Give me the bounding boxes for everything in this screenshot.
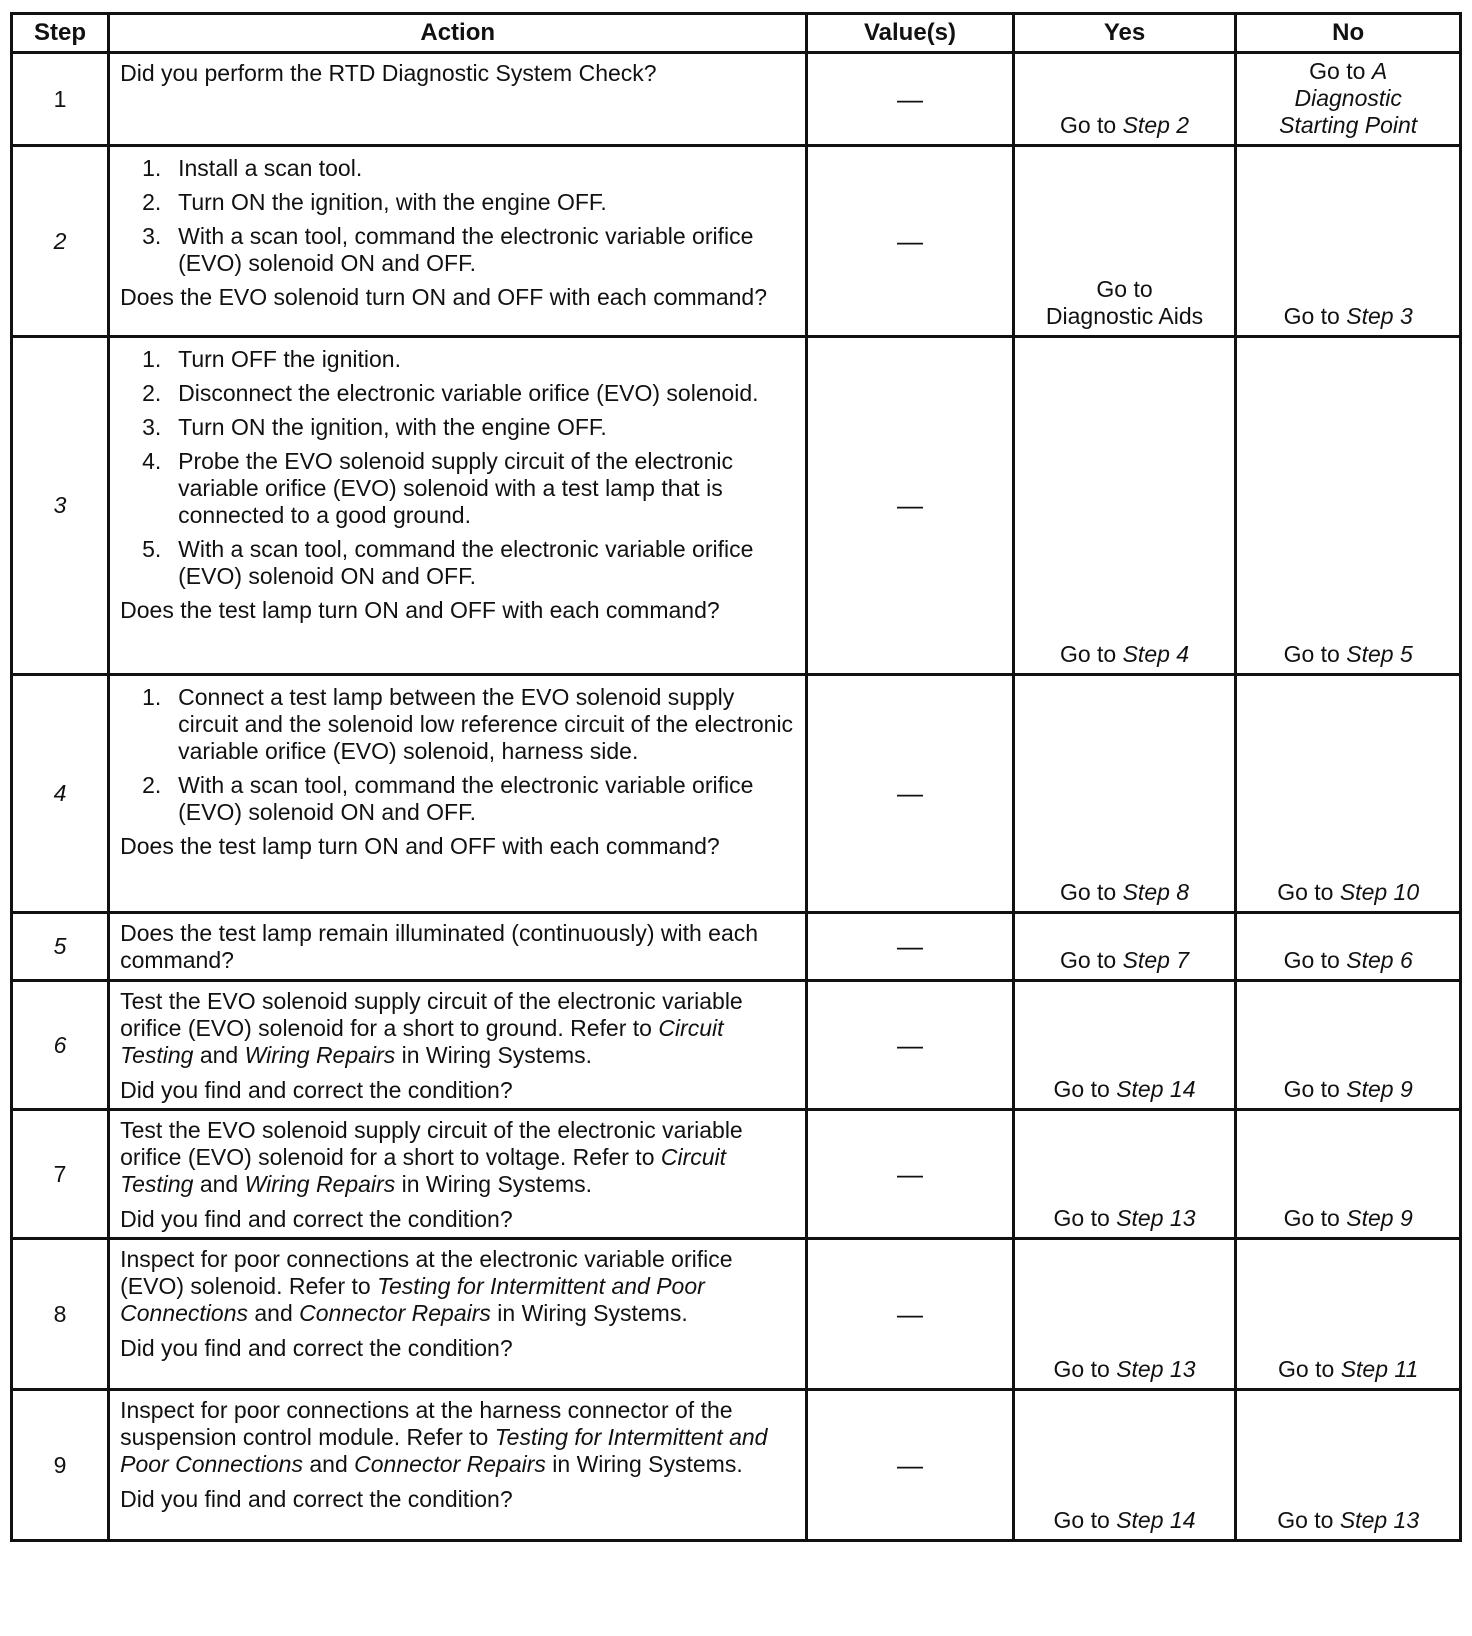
yes-cell xyxy=(1013,146,1236,337)
go-to-text: Go to xyxy=(1283,1076,1340,1102)
action-instruction: Test the EVO solenoid supply circuit of the electronic variable orifice (EVO) solenoid for a short to ground. Refer to Circuit Testing and Wiring Repairs in Wiring Systems. xyxy=(120,988,743,1068)
table-row-step-6 xyxy=(12,981,1461,1110)
yes-target: Step 14 xyxy=(1116,1076,1196,1102)
no-cell xyxy=(1236,913,1461,981)
no-target: Step 9 xyxy=(1346,1076,1413,1102)
value-cell: — xyxy=(807,981,1013,1110)
go-to-text: Go to xyxy=(1283,947,1340,973)
no-target-diagnostic: Diagnostic xyxy=(1294,85,1402,111)
yes-cell xyxy=(1013,1239,1236,1390)
diagnostic-table xyxy=(10,12,1462,1542)
no-target: Step 6 xyxy=(1346,947,1413,973)
go-to-text: Go to xyxy=(1053,1205,1110,1231)
go-to-text: Go to xyxy=(1059,947,1117,973)
action-question: Does the EVO solenoid turn ON and OFF with each command? xyxy=(120,284,767,310)
list-item: 3. Turn ON the ignition, with the engine OFF. xyxy=(142,414,607,440)
no-target: Step 11 xyxy=(1340,1356,1419,1382)
value-cell: — xyxy=(807,337,1013,675)
yes-target: Step 2 xyxy=(1122,112,1190,138)
value-cell: — xyxy=(807,146,1013,337)
go-to-text: Go to xyxy=(1053,1076,1110,1102)
action-cell xyxy=(109,1239,807,1390)
action-cell xyxy=(109,337,807,675)
no-target: Step 9 xyxy=(1346,1205,1413,1231)
table-row-step-4 xyxy=(12,675,1461,913)
no-cell xyxy=(1236,1239,1461,1390)
action-cell xyxy=(109,913,807,981)
header-step: Step xyxy=(12,14,109,53)
no-cell xyxy=(1236,337,1461,675)
table-row-step-9 xyxy=(12,1390,1461,1541)
go-to-text: Go to xyxy=(1059,641,1117,667)
yes-target: Step 7 xyxy=(1122,947,1190,973)
no-cell xyxy=(1236,53,1461,146)
table-row-step-7 xyxy=(12,1110,1461,1239)
no-cell xyxy=(1236,675,1461,913)
no-target-a: A xyxy=(1371,58,1388,84)
action-question: Does the test lamp turn ON and OFF with each command? xyxy=(120,597,720,623)
step-number: 9 xyxy=(12,1390,109,1541)
yes-cell xyxy=(1013,981,1236,1110)
list-item: 5. With a scan tool, command the electronic variable orifice (EVO) solenoid ON and OFF. xyxy=(142,536,754,589)
list-item: 2. With a scan tool, command the electronic variable orifice (EVO) solenoid ON and OFF. xyxy=(142,772,754,825)
action-cell xyxy=(109,1110,807,1239)
step-number: 8 xyxy=(12,1239,109,1390)
step-number: 1 xyxy=(12,53,109,146)
go-to-text: Go to xyxy=(1309,58,1366,84)
header-yes: Yes xyxy=(1013,14,1236,53)
value-cell: — xyxy=(807,913,1013,981)
action-instruction: Inspect for poor connections at the harness connector of the suspension control module. Refer to Testing for Intermittent and Poor Connections and Connector Repairs in Wiring Systems. xyxy=(120,1397,768,1477)
go-to-text: Go to xyxy=(1283,303,1340,329)
no-target: Step 5 xyxy=(1346,641,1413,667)
list-item: 1. Install a scan tool. xyxy=(142,155,363,181)
value-cell: — xyxy=(807,1390,1013,1541)
yes-cell xyxy=(1013,1390,1236,1541)
no-cell xyxy=(1236,1390,1461,1541)
no-cell xyxy=(1236,981,1461,1110)
action-question: Does the test lamp remain illuminated (continuously) with each command? xyxy=(120,920,759,973)
no-cell xyxy=(1236,146,1461,337)
action-cell xyxy=(109,53,807,146)
yes-cell xyxy=(1013,53,1236,146)
step-number: 4 xyxy=(12,675,109,913)
action-question: Did you find and correct the condition? xyxy=(120,1486,513,1512)
header-values: Value(s) xyxy=(807,14,1013,53)
yes-target: Diagnostic Aids xyxy=(1045,303,1204,329)
action-question: Did you find and correct the condition? xyxy=(120,1335,513,1361)
action-cell xyxy=(109,981,807,1110)
table-row-step-3 xyxy=(12,337,1461,675)
go-to-text: Go to xyxy=(1283,1205,1340,1231)
value-cell: — xyxy=(807,675,1013,913)
list-item: 3. With a scan tool, command the electronic variable orifice (EVO) solenoid ON and OFF. xyxy=(142,223,754,276)
value-cell: — xyxy=(807,1239,1013,1390)
no-target: Step 10 xyxy=(1339,879,1420,905)
action-cell xyxy=(109,675,807,913)
action-instruction: Inspect for poor connections at the electronic variable orifice (EVO) solenoid. Refer to Testing for Intermittent and Poor Connections and Connector Repairs in Wiring Systems. xyxy=(120,1246,733,1326)
step-number: 3 xyxy=(12,337,109,675)
value-cell: — xyxy=(807,1110,1013,1239)
go-to-text: Go to xyxy=(1283,641,1340,667)
go-to-text: Go to xyxy=(1059,112,1117,138)
list-item: 1. Connect a test lamp between the EVO solenoid supply circuit and the solenoid low reference circuit of the electronic variable orifice (EVO) solenoid, harness side. xyxy=(142,684,794,764)
action-cell xyxy=(109,1390,807,1541)
step-number: 5 xyxy=(12,913,109,981)
go-to-text: Go to xyxy=(1053,1356,1110,1382)
action-question: Does the test lamp turn ON and OFF with each command? xyxy=(120,833,720,859)
yes-cell xyxy=(1013,913,1236,981)
go-to-text: Go to xyxy=(1277,1507,1334,1533)
table-row-step-5 xyxy=(12,913,1461,981)
no-cell xyxy=(1236,1110,1461,1239)
action-question: Did you find and correct the condition? xyxy=(120,1206,513,1232)
step-number: 7 xyxy=(12,1110,109,1239)
yes-target: Step 4 xyxy=(1122,641,1190,667)
no-target: Step 3 xyxy=(1346,303,1413,329)
list-item: 1. Turn OFF the ignition. xyxy=(142,346,401,372)
step-number: 6 xyxy=(12,981,109,1110)
action-instruction: Test the EVO solenoid supply circuit of the electronic variable orifice (EVO) solenoid for a short to voltage. Refer to Circuit Testing and Wiring Repairs in Wiring Systems. xyxy=(120,1117,743,1197)
yes-cell xyxy=(1013,675,1236,913)
go-to-text: Go to xyxy=(1277,879,1334,905)
go-to-text: Go to xyxy=(1059,879,1117,905)
go-to-text: Go to xyxy=(1053,1507,1110,1533)
step-number: 2 xyxy=(12,146,109,337)
action-cell xyxy=(109,146,807,337)
table-row-step-8 xyxy=(12,1239,1461,1390)
yes-target: Step 8 xyxy=(1122,879,1190,905)
table-row-step-1 xyxy=(12,53,1461,146)
list-item: 4. Probe the EVO solenoid supply circuit of the electronic variable orifice (EVO) solenoid with a test lamp that is connected to a good ground. xyxy=(142,448,733,528)
header-action: Action xyxy=(109,14,807,53)
go-to-text: Go to xyxy=(1096,276,1153,302)
table-row-step-2 xyxy=(12,146,1461,337)
value-cell: — xyxy=(807,53,1013,146)
no-target: Step 13 xyxy=(1339,1507,1420,1533)
yes-target: Step 14 xyxy=(1116,1507,1196,1533)
go-to-text: Go to xyxy=(1278,1356,1335,1382)
yes-target: Step 13 xyxy=(1116,1356,1196,1382)
header-row xyxy=(12,14,1461,53)
yes-cell xyxy=(1013,337,1236,675)
action-question: Did you perform the RTD Diagnostic System Check? xyxy=(120,60,657,86)
list-item: 2. Disconnect the electronic variable orifice (EVO) solenoid. xyxy=(142,380,759,406)
list-item: 2. Turn ON the ignition, with the engine OFF. xyxy=(142,189,607,215)
action-question: Did you find and correct the condition? xyxy=(120,1077,513,1103)
no-target-starting-point: Starting Point xyxy=(1279,112,1418,138)
header-no: No xyxy=(1236,14,1461,53)
yes-target: Step 13 xyxy=(1116,1205,1196,1231)
yes-cell xyxy=(1013,1110,1236,1239)
